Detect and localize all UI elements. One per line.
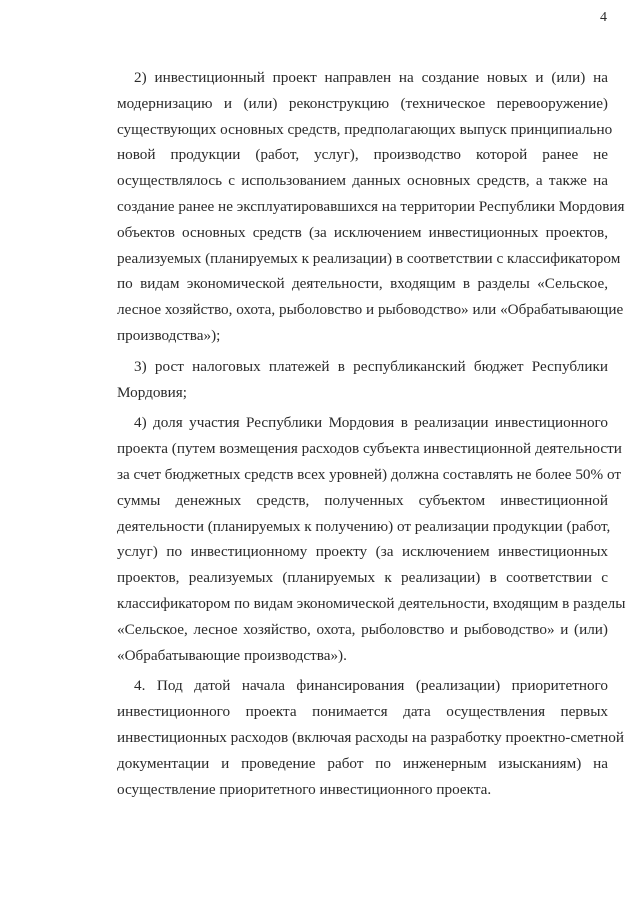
text-line: суммы денежных средств, полученных субъектом инвестиционной: [117, 491, 608, 509]
text-line: проекта (путем возмещения расходов субъекта инвестиционной деятельности: [117, 440, 622, 458]
text-line: деятельности (планируемых к получению) от реализации продукции (работ,: [117, 517, 611, 535]
text-line: классификатором по видам экономической деятельности, входящим в разделы: [117, 594, 626, 612]
text-line: 4. Под датой начала финансирования (реализации) приоритетного: [134, 677, 608, 695]
text-line: 3) рост налоговых платежей в республиканский бюджет Республики: [134, 357, 608, 375]
paragraph: [117, 673, 624, 802]
text-line: производства»);: [117, 326, 221, 344]
text-line: создание ранее не эксплуатировавшихся на территории Республики Мордовия: [117, 197, 625, 215]
document-body: [117, 65, 626, 802]
text-line: услуг) по инвестиционному проекту (за исключением инвестиционных: [117, 543, 608, 561]
page-number: 4: [600, 10, 607, 25]
text-line: новой продукции (работ, услуг), производство которой ранее не: [117, 146, 608, 164]
text-line: за счет бюджетных средств всех уровней) должна составлять не более 50% от: [117, 465, 621, 483]
text-line: осуществление приоритетного инвестиционного проекта.: [117, 780, 492, 798]
text-line: существующих основных средств, предполагающих выпуск принципиально: [117, 120, 613, 138]
text-line: документации и проведение работ по инженерным изысканиям) на: [117, 754, 608, 772]
text-line: 2) инвестиционный проект направлен на создание новых и (или) на: [134, 69, 608, 86]
text-line: проектов, реализуемых (планируемых к реализации) в соответствии с: [117, 569, 608, 587]
text-line: инвестиционного проекта понимается дата осуществления первых: [117, 703, 608, 721]
text-line: «Обрабатывающие производства»).: [117, 646, 347, 664]
text-line: объектов основных средств (за исключением инвестиционных проектов,: [117, 223, 608, 241]
text-line: реализуемых (планируемых к реализации) в соответствии с классификатором: [117, 249, 621, 267]
text-line: Мордовия;: [117, 383, 187, 401]
text-line: по видам экономической деятельности, входящим в разделы «Сельское,: [117, 275, 608, 293]
text-line: осуществлялось с использованием данных основных средств, а также на: [117, 172, 608, 190]
text-line: инвестиционных расходов (включая расходы на разработку проектно-сметной: [117, 728, 624, 746]
text-line: лесное хозяйство, охота, рыболовство и рыбоводство» или «Обрабатывающие: [117, 301, 624, 319]
text-line: модернизацию и (или) реконструкцию (техническое перевооружение): [117, 94, 608, 112]
paragraph: [117, 65, 625, 349]
text-line: «Сельское, лесное хозяйство, охота, рыболовство и рыбоводство» и (или): [117, 620, 608, 638]
paragraph: [117, 354, 608, 406]
text-line: 4) доля участия Республики Мордовия в реализации инвестиционного: [134, 414, 608, 432]
paragraph: [117, 410, 626, 668]
